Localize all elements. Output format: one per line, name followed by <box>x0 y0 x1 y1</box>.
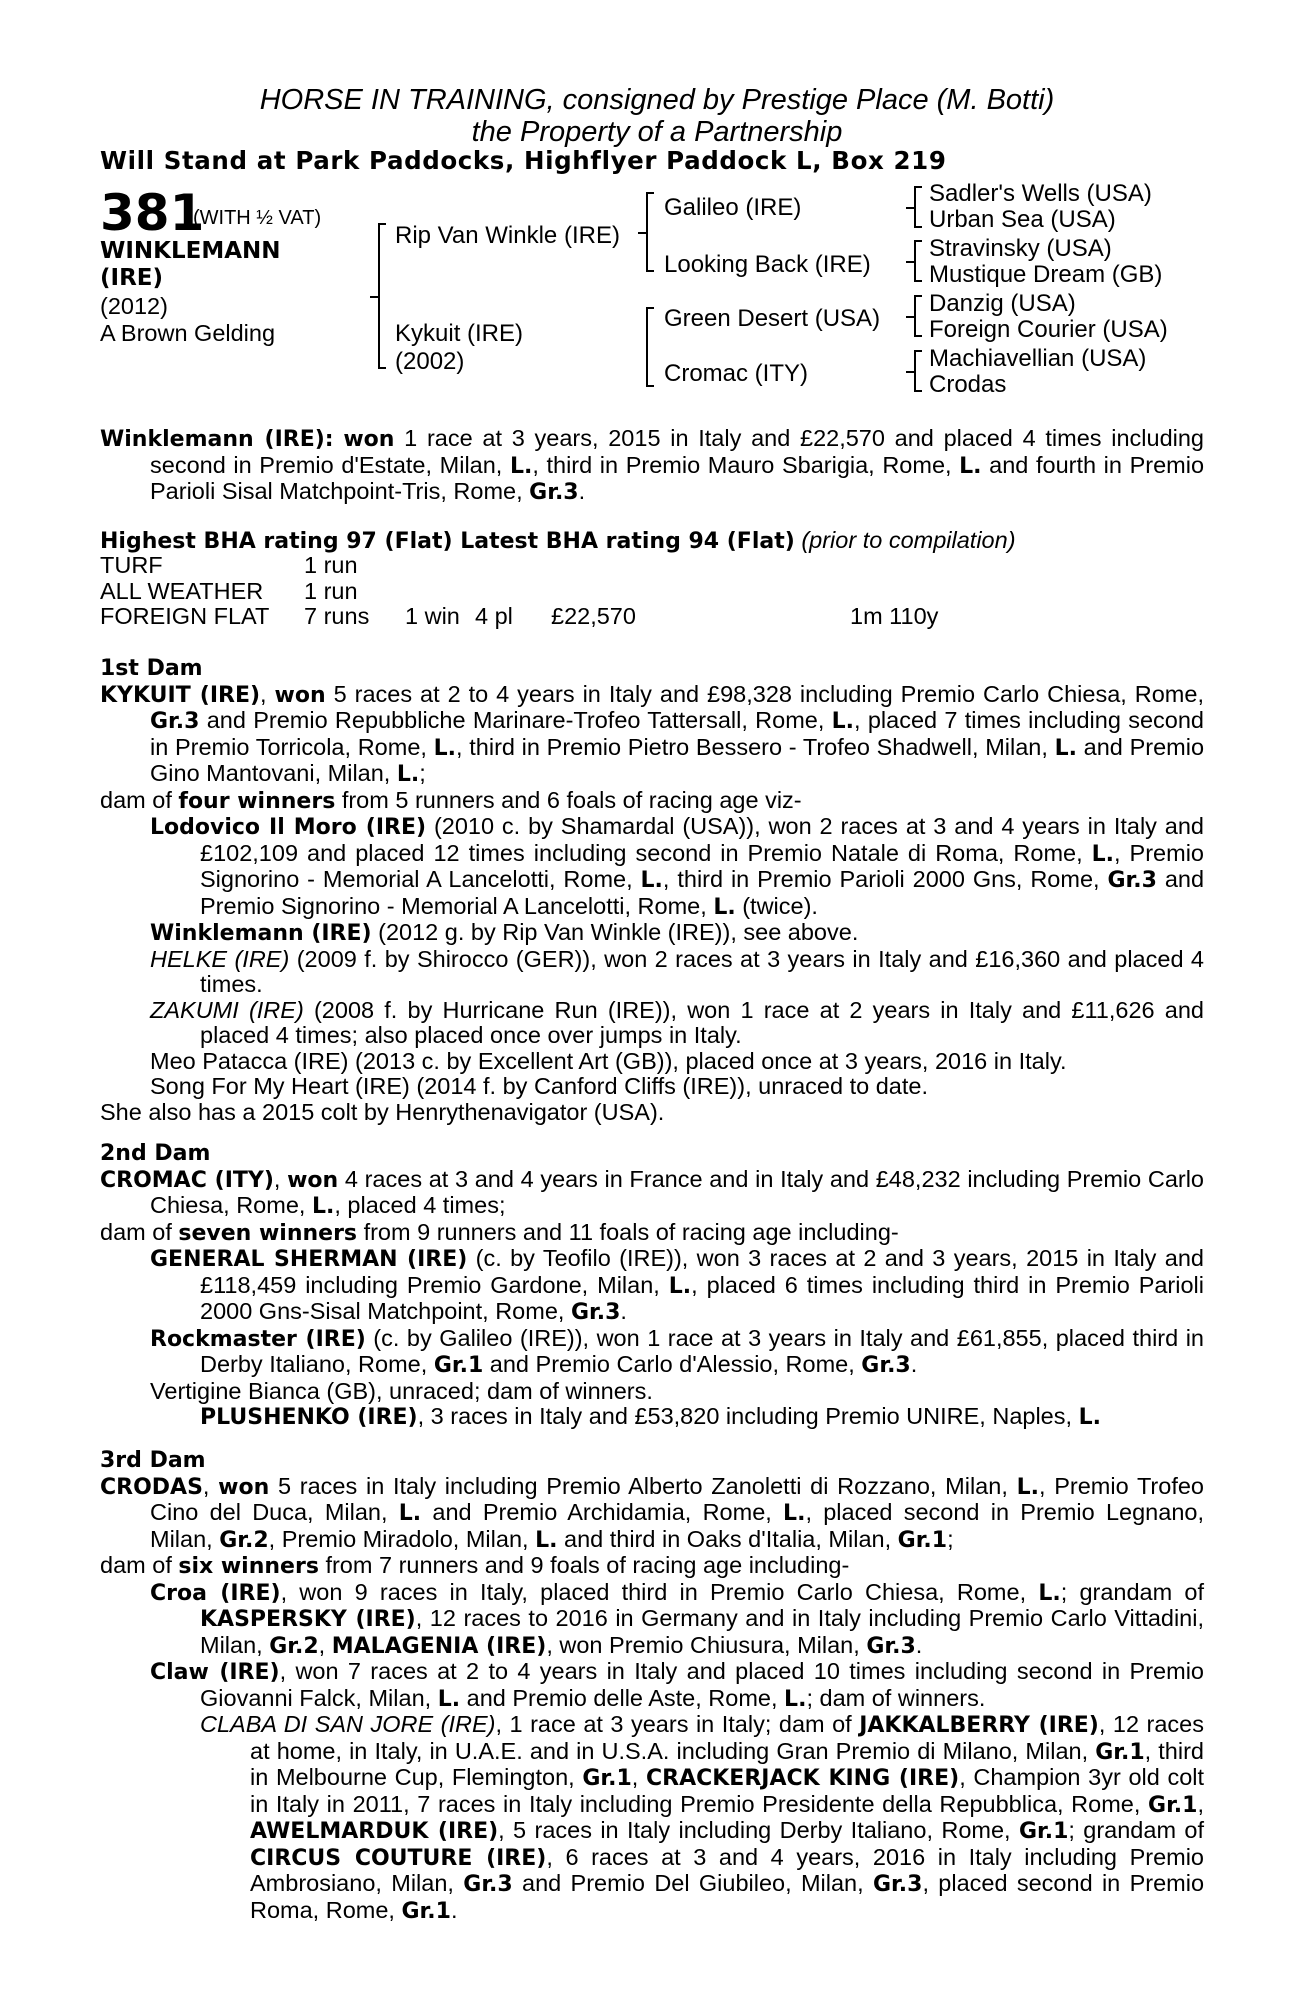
summary-text: 1 race at 3 years, 2015 in Italy and £22,570 and placed 4 times including second in Premio d'Estate, Milan, <box>150 425 1204 478</box>
summary-text: , third in Premio Mauro Sbarigia, Rome, <box>532 451 952 478</box>
progeny-name: HELKE (IRE) <box>150 945 290 972</box>
progeny-name: CRACKERJACK KING (IRE) <box>645 1766 960 1791</box>
record-runs: 7 runs <box>304 603 370 629</box>
progeny-text: (c. by Teofilo (IRE)), won 3 races at 2 and 3 years, 2015 in Italy and £118,459 including Premio Gardone, Milan, <box>200 1245 1204 1298</box>
progeny-name: MALAGENIA (IRE) <box>331 1633 547 1659</box>
progeny-text: (2012 g. by Rip Van Winkle (IRE)), see above. <box>378 919 859 945</box>
section-heading: 3rd Dam <box>100 1448 206 1473</box>
group-label: Gr.1 <box>433 1353 484 1378</box>
record-places <box>475 553 551 579</box>
list-item: Meo Patacca (IRE) (2013 c. by Excellent Art (GB)), placed once at 3 years, 2016 in Italy. <box>150 1047 1067 1074</box>
pedigree-sire-sire: Galileo (IRE) <box>664 194 802 221</box>
record-earnings: £22,570 <box>551 603 636 629</box>
horse-description: A Brown Gelding <box>100 320 276 346</box>
record-earnings <box>551 553 850 579</box>
progeny-text: ; grandam of <box>1060 1578 1205 1605</box>
list-item: PLUSHENKO (IRE), 3 races in Italy and £53,820 including Premio UNIRE, Naples, L. <box>200 1403 1101 1430</box>
progeny-text: , 12 races at home, in Italy, in U.A.E. and in U.S.A. including Gran Premio di Milano, Milan, <box>250 1711 1204 1764</box>
pedigree-dam-sire: Green Desert (USA) <box>664 305 881 332</box>
summary-text: and fourth in Premio Parioli Sisal Matchpoint-Tris, Rome, <box>150 451 1205 504</box>
won-label: won <box>274 682 326 708</box>
pedigree-g3: Stravinsky (USA) <box>929 235 1112 262</box>
record-text: and Premio Repubbliche Marinare-Trofeo Tattersall, Rome, <box>206 707 825 733</box>
progeny-text: ; grandam of <box>1068 1817 1204 1843</box>
pedigree-bracket <box>378 223 380 369</box>
won-label: won <box>287 1167 339 1193</box>
dam-record: KYKUIT (IRE), won 5 races at 2 to 4 years in Italy and £98,328 including Premio Carlo Chiesa, Rome, Gr.3 and Premio Repubbliche Marinare-Trofeo Tattersall, Rome, L., placed 7 times including second in Premio Torricola, Rome, L., third in Premio Pietro Bessero - Trofeo Shadwell, Milan, L. and Premio Gino Mantovani, Milan, L.; <box>100 680 1205 787</box>
dam-produce <box>100 1553 1204 1580</box>
produce-text: from 9 runners and 11 foals of racing age including- <box>363 1218 899 1245</box>
dam-record: CROMAC (ITY), won 4 races at 3 and 4 years in France and in Italy and £48,232 including Premio Carlo Chiesa, Rome, L., placed 4 times; <box>100 1165 1205 1219</box>
horse-name: WINKLEMANN <box>100 238 281 264</box>
summary-won: won <box>343 427 395 452</box>
progeny-text: (2009 f. by Shirocco (GER)), won 2 races at 3 years in Italy and £16,360 and placed 4 times. <box>200 945 1205 997</box>
progeny-name: CIRCUS COUTURE (IRE) <box>250 1845 547 1871</box>
record-wins: 1 win <box>405 603 460 629</box>
pedigree-sire-dam: Looking Back (IRE) <box>664 251 871 278</box>
header-consignor: HORSE IN TRAINING, consigned by Prestige Place (M. Botti) <box>259 84 1055 116</box>
dam-record: CRODAS, won 5 races in Italy including Premio Alberto Zanoletti di Rozzano, Milan, L., Premio Trofeo Cino del Duca, Milan, L. and Premio Archidamia, Rome, L., placed second in Premio Legnano, Milan, Gr.2, Premio Miradolo, Milan, L. and third in Oaks d'Italia, Milan, Gr.1; <box>100 1472 1204 1553</box>
pedigree-dam: Kykuit (IRE) <box>395 320 524 347</box>
record-text: , third in Premio Pietro Bessero - Trofeo Shadwell, Milan, <box>456 733 1048 760</box>
list-item <box>100 920 1204 947</box>
winners-count: four winners <box>178 788 336 814</box>
pedigree-dam-dam: Cromac (ITY) <box>664 360 808 387</box>
pedigree-bracket <box>646 307 648 387</box>
record-type: ALL WEATHER <box>100 577 264 604</box>
record-text: and Premio Gino Mantovani, Milan, <box>150 733 1205 786</box>
progeny-text: , 3 races in Italy and £53,820 including Premio UNIRE, Naples, <box>417 1403 1073 1429</box>
pedigree-bracket <box>914 295 916 337</box>
record-text: and third in Oaks d'Italia, Milan, <box>564 1525 892 1552</box>
record-text: , Premio Trofeo Cino del Duca, Milan, <box>150 1472 1204 1525</box>
list-item <box>100 998 1204 1049</box>
section-heading: 2nd Dam <box>100 1141 211 1166</box>
progeny-text: (2010 c. by Shamardal (USA)), won 2 races at 3 and 4 years in Italy and £102,109 and placed 12 times including second in Premio Natale di Roma, Rome, <box>200 813 1205 866</box>
progeny-text: , third in Premio Parioli 2000 Gns, Rome, <box>662 866 1100 892</box>
dam-name: CRODAS <box>100 1474 203 1500</box>
progeny-text: , 12 races to 2016 in Germany and in Italy including Premio Carlo Vittadini, Milan, <box>200 1605 1204 1658</box>
progeny-name: Winklemann (IRE) <box>150 921 372 946</box>
table-row <box>100 604 938 630</box>
lot-vat: (WITH ½ VAT) <box>193 207 322 229</box>
progeny-text: , third in Melbourne Cup, Flemington, <box>250 1737 1204 1790</box>
pedigree-dam-year: (2002) <box>395 348 465 375</box>
list-item: Rockmaster (IRE) (c. by Galileo (IRE)), won 1 race at 3 years in Italy and £61,855, placed third in Derby Italiano, Rome, Gr.1 and Premio Carlo d'Alessio, Rome, Gr.3. <box>150 1324 1204 1378</box>
record-text: 5 races at 2 to 4 years in Italy and £98,328 including Premio Carlo Chiesa, Rome, <box>333 680 1204 707</box>
record-runs: 1 run <box>304 552 358 578</box>
group-label: Gr.1 <box>897 1527 948 1553</box>
record-wins <box>405 553 475 579</box>
group-label: Gr.2 <box>219 1527 269 1553</box>
list-item: Vertigine Bianca (GB), unraced; dam of winners. <box>150 1377 653 1404</box>
group-label: Gr.3 <box>861 1353 911 1378</box>
record-places: 4 pl <box>475 603 513 629</box>
record-text: ; <box>419 760 426 786</box>
listed: L. <box>1016 1474 1039 1500</box>
pedigree-bracket <box>914 186 916 228</box>
progeny-text: , Premio Signorino - Memorial A Lancelotti, Rome, <box>200 839 1204 892</box>
pedigree-g1: Sadler's Wells (USA) <box>929 180 1152 207</box>
progeny-name: ZAKUMI (IRE) <box>150 996 304 1023</box>
pedigree-bracket <box>646 192 648 272</box>
group-label: Gr.3 <box>866 1633 916 1659</box>
record-text: , placed 4 times; <box>334 1192 506 1218</box>
header-stand-location: Will Stand at Park Paddocks, Highflyer Paddock L, Box 219 <box>100 146 947 175</box>
progeny-name: CLABA DI SAN JORE (IRE) <box>200 1711 496 1737</box>
progeny-text: and Premio Del Giubileo, Milan, <box>522 1870 864 1896</box>
pedigree-g2: Urban Sea (USA) <box>929 206 1116 233</box>
progeny-text: (2008 f. by Hurricane Run (IRE)), won 1 race at 2 years in Italy and £11,626 and placed 4 times; also placed once over jumps in Italy. <box>200 996 1205 1048</box>
progeny-text: (twice). <box>742 892 818 919</box>
rating-bold: Highest BHA rating 97 (Flat) Latest BHA rating 94 (Flat) <box>100 529 795 554</box>
pedigree-g8: Crodas <box>929 371 1007 398</box>
list-item: GENERAL SHERMAN (IRE) (c. by Teofilo (IRE)), won 3 races at 2 and 3 years, 2015 in Italy and £118,459 including Premio Gardone, Milan, L., placed 6 times including third in Premio Parioli 2000 Gns-Sisal Matchpoint, Rome, Gr.3. <box>150 1245 1204 1325</box>
progeny-text: . <box>450 1896 458 1923</box>
lot-number: 381 <box>100 184 205 242</box>
progeny-name: KASPERSKY (IRE) <box>200 1607 416 1632</box>
record-wins <box>405 579 475 605</box>
dam-name: KYKUIT (IRE) <box>100 682 261 708</box>
record-text: , Premio Miradolo, Milan, <box>268 1525 529 1552</box>
summary-listed: L. <box>959 453 982 479</box>
progeny-name: Claw (IRE) <box>150 1660 280 1685</box>
progeny-text: , 6 races at 3 and 4 years, 2016 in Italy including Premio Ambrosiano, Milan, <box>250 1843 1205 1896</box>
list-item: CLABA DI SAN JORE (IRE), 1 race at 3 years in Italy; dam of JAKKALBERRY (IRE), 12 races at home, in Italy, in U.A.E. and in U.S.A. including Gran Premio di Milano, Milan, Gr.1, third in Melbourne Cup, Flemington, Gr.1, CRACKERJACK KING (IRE), Champion 3yr old colt in Italy in 2011, 7 races in Italy including Premio Presidente della Repubblica, Rome, Gr.1, AWELMARDUK (IRE), 5 races in Italy including Derby Italiano, Rome, Gr.1; grandam of CIRCUS COUTURE (IRE), 6 races at 3 and 4 years, 2016 in Italy including Premio Ambrosiano, Milan, Gr.3 and Premio Del Giubileo, Milan, Gr.3, placed second in Premio Roma, Rome, Gr.1. <box>200 1711 1205 1924</box>
pedigree-g5: Danzig (USA) <box>929 290 1076 317</box>
pedigree-bracket <box>914 350 916 392</box>
table-row <box>100 553 938 579</box>
progeny-text: , placed 6 times including third in Premio Parioli 2000 Gns-Sisal Matchpoint, Rome, <box>200 1271 1204 1324</box>
progeny-text: (c. by Galileo (IRE)), won 1 race at 3 years in Italy and £61,855, placed third in Derby Italiano, Rome, <box>200 1324 1204 1377</box>
record-distance: 1m 110y <box>850 603 939 629</box>
record-text: 4 races at 3 and 4 years in France and in Italy and £48,232 including Premio Carlo Chiesa, Rome, <box>150 1165 1205 1218</box>
record-places <box>475 579 551 605</box>
horse-summary: Winklemann (IRE): won 1 race at 3 years, 2015 in Italy and £22,570 and placed 4 times including second in Premio d'Estate, Milan, L., third in Premio Mauro Sbarigia, Rome, L. and fourth in Premio Parioli Sisal Matchpoint-Tris, Rome, Gr.3. <box>100 425 1205 505</box>
progeny-text: , won 9 races in Italy, placed third in Premio Carlo Chiesa, Rome, <box>280 1578 1027 1605</box>
progeny-name: JAKKALBERRY (IRE) <box>859 1713 1099 1738</box>
record-distance <box>850 579 938 605</box>
summary-horse-name: Winklemann (IRE) <box>100 427 325 452</box>
dam-produce <box>100 1220 1204 1247</box>
progeny-name: Lodovico Il Moro (IRE) <box>150 815 427 840</box>
pedigree-g4: Mustique Dream (GB) <box>929 261 1163 288</box>
progeny-name: Croa (IRE) <box>150 1580 281 1606</box>
progeny-text: and Premio delle Aste, Rome, <box>466 1684 778 1711</box>
summary-group: Gr.3 <box>529 480 579 505</box>
listed: L. <box>831 709 855 734</box>
progeny-name: AWELMARDUK (IRE) <box>250 1819 499 1844</box>
progeny-name: GENERAL SHERMAN (IRE) <box>150 1247 468 1272</box>
record-text: and Premio Archidamia, Rome, <box>432 1499 772 1525</box>
table-row <box>100 579 938 605</box>
list-item: Croa (IRE), won 9 races in Italy, placed third in Premio Carlo Chiesa, Rome, L.; grandam of KASPERSKY (IRE), 12 races to 2016 in Germany and in Italy including Premio Carlo Vittadini, Milan, Gr.2, MALAGENIA (IRE), won Premio Chiusura, Milan, Gr.3. <box>150 1578 1205 1659</box>
first-dam-section <box>100 656 1204 1125</box>
produce-text: from 5 runners and 6 foals of racing age viz- <box>341 786 802 813</box>
record-type: FOREIGN FLAT <box>100 603 270 629</box>
progeny-text: , placed second in Premio Roma, Rome, <box>250 1870 1205 1923</box>
progeny-text: , Champion 3yr old colt in Italy in 2011, 7 races in Italy including Premio Presidente della Repubblica, Rome, <box>250 1764 1205 1817</box>
record-earnings <box>551 579 850 605</box>
rating-line <box>100 529 1016 553</box>
progeny-text: , won Premio Chiusura, Milan, <box>546 1631 860 1658</box>
progeny-text: , won 7 races at 2 to 4 years in Italy and placed 10 times including second in Premio Giovanni Falck, Milan, <box>200 1658 1204 1711</box>
list-item: Claw (IRE), won 7 races at 2 to 4 years in Italy and placed 10 times including second in Premio Giovanni Falck, Milan, L. and Premio delle Aste, Rome, L.; dam of winners. <box>150 1658 1204 1712</box>
progeny-text: , 5 races in Italy including Derby Italiano, Rome, <box>498 1817 1011 1843</box>
header-property: the Property of a Partnership <box>471 116 843 148</box>
produce-text: dam of <box>100 786 172 813</box>
pedigree-g7: Machiavellian (USA) <box>929 345 1147 372</box>
horse-year: (2012) <box>100 293 168 319</box>
winners-count: six winners <box>178 1554 319 1579</box>
record-text: , placed second in Premio Legnano, Milan, <box>150 1499 1204 1552</box>
produce-text: dam of <box>100 1218 172 1245</box>
progeny-text: , 1 race at 3 years in Italy; dam of <box>495 1711 852 1737</box>
progeny-text: and Premio Carlo d'Alessio, Rome, <box>489 1351 855 1377</box>
rating-note: (prior to compilation) <box>801 527 1016 553</box>
pedigree-bracket <box>914 240 916 282</box>
horse-country: (IRE) <box>100 265 164 291</box>
record-text: , placed 7 times including second in Premio Torricola, Rome, <box>150 707 1204 760</box>
pedigree-g6: Foreign Courier (USA) <box>929 316 1168 343</box>
dam-produce <box>100 788 1204 815</box>
progeny-name: Rockmaster (IRE) <box>150 1326 366 1352</box>
progeny-text: ; dam of winners. <box>806 1684 986 1711</box>
section-heading: 1st Dam <box>100 656 203 681</box>
won-label: won <box>218 1474 270 1500</box>
winners-count: seven winners <box>178 1220 358 1246</box>
third-dam-section <box>100 1448 1204 1924</box>
list-item <box>100 947 1204 998</box>
dam-note: She also has a 2015 colt by Henrythenavigator (USA). <box>100 1098 665 1125</box>
progeny-text: and Premio Signorino - Memorial A Lancelotti, Rome, <box>200 866 1205 919</box>
dam-name: CROMAC (ITY) <box>100 1167 274 1193</box>
summary-listed: L. <box>509 453 533 479</box>
record-type: TURF <box>100 552 163 578</box>
record-runs: 1 run <box>304 577 358 604</box>
listed: L. <box>311 1194 335 1219</box>
race-record-table <box>100 553 938 630</box>
produce-text: from 7 runners and 9 foals of racing age including- <box>325 1552 850 1578</box>
list-item: Song For My Heart (IRE) (2014 f. by Canford Cliffs (IRE)), unraced to date. <box>150 1073 928 1099</box>
list-item: Lodovico Il Moro (IRE) (2010 c. by Shamardal (USA)), won 2 races at 3 and 4 years in Italy and £102,109 and placed 12 times including second in Premio Natale di Roma, Rome, L., Premio Signorino - Memorial A Lancelotti, Rome, L., third in Premio Parioli 2000 Gns, Rome, Gr.3 and Premio Signorino - Memorial A Lancelotti, Rome, L. (twice). <box>150 813 1205 920</box>
pedigree-sire: Rip Van Winkle (IRE) <box>395 222 620 249</box>
produce-text: dam of <box>100 1552 172 1578</box>
record-distance <box>850 553 938 579</box>
second-dam-section <box>100 1141 1204 1431</box>
record-text: 5 races in Italy including Premio Alberto Zanoletti di Rozzano, Milan, <box>278 1472 1008 1499</box>
progeny-name: PLUSHENKO (IRE) <box>200 1405 418 1430</box>
